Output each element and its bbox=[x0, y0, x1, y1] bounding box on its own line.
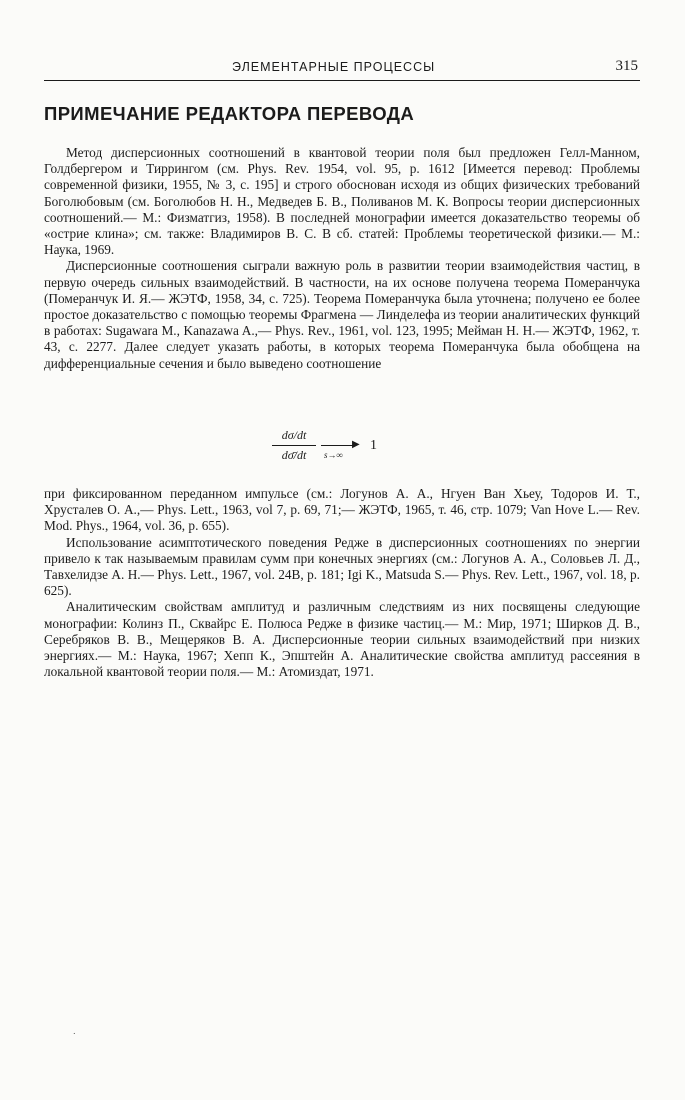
paragraph-regge-sum-rules: Использование асимптотического поведения Редже в дисперсионных соотношениях по энергии привело к так называемым правилам сумм при конечных энергиях (см.: Логунов А. А., Соловьев Л. Д., Тавхелидзе А. Н.— Phys. Lett., 1967, vol. 24B, p. 181; Igi K., Matsuda S.— Phys. Rev. Lett., 1967, vol. 18, p. 625). bbox=[44, 534, 640, 599]
formula-denominator: dσ̄/dt bbox=[281, 448, 307, 462]
section-title: ПРИМЕЧАНИЕ РЕДАКТОРА ПЕРЕВОДА bbox=[44, 103, 415, 124]
paragraph-fixed-momentum: при фиксированном переданном импульсе (см.: Логунов А. А., Нгуен Ван Хьеу, Тодоров И. Т., Хрусталев О. А.,— Phys. Lett., 1963, vol 7, p. 69, 71;— ЖЭТФ, 1965, т. 46, стр. 1079; Van Hove L.— Rev. Mod. Phys., 1964, vol. 36, p. 655). bbox=[44, 486, 640, 534]
paragraph-dispersion-method: Метод дисперсионных соотношений в квантовой теории поля был предложен Гелл-Манном, Голдбергером и Тиррингом (см. Phys. Rev. 1954, vol. 95, p. 1612 [Имеется перевод: Проблемы современной физики, 1955, № 3, с. 195] и строго обоснован исходя из общих физических требований Боголюбовым (см. Боголюбов Н. Н., Медведев Б. В., Поливанов М. К. Вопросы теории дисперсионных соотношений.— М.: Физматгиз, 1958). В последней монографии имеется доказательство теоремы об «острие клина»; см. также: Владимиров В. С. В сб. статей: Проблемы теоретической физики.— М.: Наука, 1969. bbox=[44, 145, 640, 258]
body-text-lower bbox=[44, 486, 640, 680]
formula-value: 1 bbox=[370, 438, 377, 453]
footer-mark: . bbox=[73, 1027, 76, 1036]
body-text-upper bbox=[44, 145, 640, 372]
running-title: ЭЛЕМЕНТАРНЫЕ ПРОЦЕССЫ bbox=[232, 60, 436, 74]
limit-arrow-icon: ▶ bbox=[321, 436, 361, 448]
paragraph-pomeranchuk-theorem: Дисперсионные соотношения сыграли важную роль в развитии теории взаимодействия частиц, в первую очередь сильных взаимодействий. В частности, на их основе получена теорема Померанчука (Померанчук И. Я.— ЖЭТФ, 1958, 34, с. 725). Теорема Померанчука была уточнена; получено ее более простое доказательство с помощью теоремы Фрагмена — Линделефа из теории аналитических функций в работах: Sugawara M., Kanazawa A.,— Phys. Rev., 1961, vol. 123, 1995; Мейман Н. Н.— ЖЭТФ, 1962, т. 43, с. 2277. Далее следует указать работы, в которых теорема Померанчука была обобщена на дифференциальные сечения и было выведено соотношение bbox=[44, 258, 640, 371]
formula-numerator: dσ/dt bbox=[272, 428, 316, 446]
ratio-formula bbox=[272, 428, 392, 478]
paragraph-monographs: Аналитическим свойствам амплитуд и различным следствиям из них посвящены следующие монографии: Колинз П., Сквайрс Е. Полюса Редже в физике частиц.— М.: Мир, 1971; Ширков Д. В., Серебряков В. В., Мещеряков В. А. Дисперсионные теории сильных взаимодействий при низких энергиях.— М.: Наука, 1967; Хепп К., Эпштейн А. Аналитические свойства амплитуд рассеяния в локальной квантовой теории поля.— М.: Атомиздат, 1971. bbox=[44, 599, 640, 680]
running-header bbox=[44, 60, 640, 81]
formula-limit: s→∞ bbox=[324, 450, 343, 460]
formula-fraction bbox=[272, 428, 316, 463]
page-number: 315 bbox=[615, 58, 638, 74]
